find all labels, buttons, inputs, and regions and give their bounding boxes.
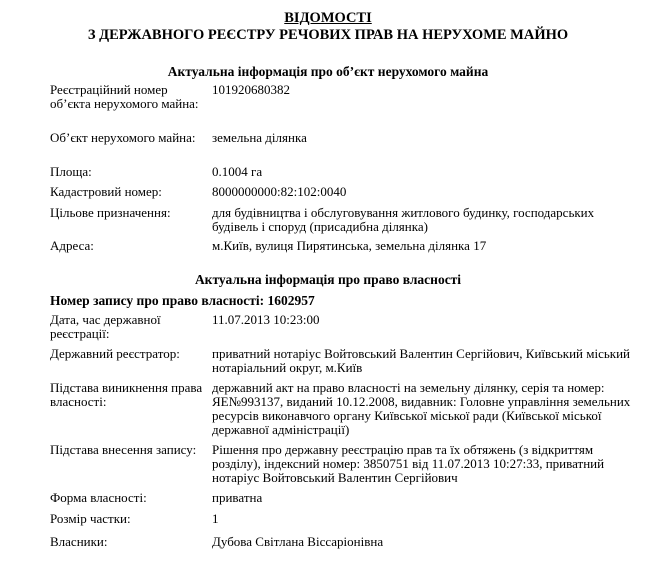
field-label: Розмір частки: [50,511,131,526]
field-label: Кадастровий номер: [50,184,162,199]
field-label: Власники: [50,534,108,549]
field-value: 8000000000:82:102:0040 [212,184,347,199]
field-value: земельна ділянка [212,130,307,145]
field-label: Підстава внесення запису: [50,442,197,457]
field-value: 1 [212,511,219,526]
field-label: Площа: [50,164,92,179]
field-value: 11.07.2013 10:23:00 [212,312,320,327]
field-label: Підстава виникнення права власності: [50,380,203,409]
field-value: м.Київ, вулиця Пирятинська, земельна ділянка 17 [212,238,487,253]
field-value: приватна [212,490,263,505]
field-value: для будівництва і обслуговування житлового будинку, господарських будівель і споруд (присадибна ділянка) [212,205,595,234]
document-title-line1: ВІДОМОСТІ [284,10,372,26]
field-value: державний акт на право власності на земельну ділянку, серія та номер: ЯЕ№993137, виданий 10.12.2008, видавник: Головне управління земельних ресурсів виконавчого органу Київської міської ради (Київської міської державної адміністрації) [212,380,631,437]
field-label: Реєстраційний номер об’єкта нерухомого майна: [50,82,199,111]
field-value: 0.1004 га [212,164,263,179]
field-label: Форма власності: [50,490,147,505]
field-value: Дубова Світлана Віссаріонівна [212,534,384,549]
field-label: Об’єкт нерухомого майна: [50,130,196,145]
field-value: 101920680382 [212,82,290,97]
field-value: Рішення про державну реєстрацію прав та їх обтяжень (з відкриттям розділу), індексний номер: 3850751 від 11.07.2013 10:27:33, приватний нотаріус Войтовський Валентин Сергійович [212,442,605,485]
ownership-section-heading: Актуальна інформація про право власності [194,272,462,287]
document-title-line2: З ДЕРЖАВНОГО РЕЄСТРУ РЕЧОВИХ ПРАВ НА НЕРУХОМЕ МАЙНО [87,27,569,43]
field-value: приватний нотаріус Войтовський Валентин Сергійович, Київський міський нотаріальний округ, м.Київ [212,346,631,375]
field-label: Адреса: [50,238,94,253]
field-label: Державний реєстратор: [50,346,180,361]
ownership-record-number: Номер запису про право власності: 1602957 [50,293,315,308]
field-label: Цільове призначення: [50,205,171,220]
field-label: Дата, час державної реєстрації: [50,312,161,341]
property-section-heading: Актуальна інформація про об’єкт нерухомого майна [167,64,489,79]
